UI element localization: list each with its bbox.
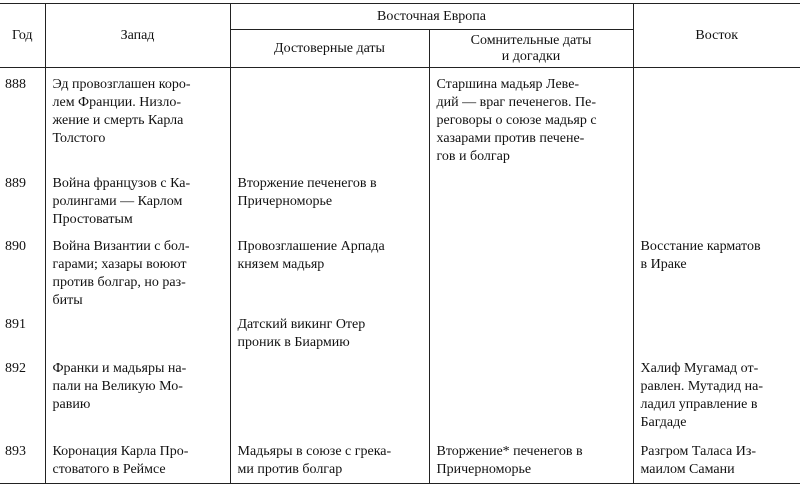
- west-cell: Франки и мадьяры на- пали на Великую Мо- равию: [45, 354, 230, 437]
- year-cell: 889: [0, 169, 45, 232]
- header-row-top: [0, 4, 800, 30]
- east-cell: Восстание карматов в Ираке: [633, 232, 800, 310]
- dubious-cell: [429, 232, 633, 310]
- west-cell: [45, 310, 230, 354]
- year-cell: 893: [0, 437, 45, 484]
- year-cell: 890: [0, 232, 45, 310]
- reliable-cell: [230, 354, 429, 437]
- dubious-cell: [429, 354, 633, 437]
- year-cell: 888: [0, 68, 45, 170]
- chronology-table: [0, 3, 800, 484]
- west-cell: Война французов с Ка- ролингами — Карлом Простоватым: [45, 169, 230, 232]
- table-row: [0, 169, 800, 232]
- table-row: [0, 68, 800, 170]
- header-dubious-dates: Сомнительные даты и догадки: [429, 30, 633, 68]
- dubious-cell: Старшина мадьяр Леве- дий — враг печенегов. Пе- реговоры о союзе мадьяр с хазарами против печене- гов и болгар: [429, 68, 633, 170]
- reliable-cell: Провозглашение Арпада князем мадьяр: [230, 232, 429, 310]
- table-header: [0, 4, 800, 68]
- table-body: [0, 68, 800, 484]
- east-cell: Разгром Таласа Из- маилом Самани: [633, 437, 800, 484]
- header-eastern-europe: Восточная Европа: [230, 4, 633, 30]
- table-row: [0, 310, 800, 354]
- year-cell: 891: [0, 310, 45, 354]
- dubious-cell: Вторжение* печенегов в Причерноморье: [429, 437, 633, 484]
- west-cell: Война Византии с бол- гарами; хазары воюют против болгар, но раз- биты: [45, 232, 230, 310]
- dubious-cell: [429, 169, 633, 232]
- east-cell: [633, 169, 800, 232]
- east-cell: Халиф Мугамад от- равлен. Мутадид на- ладил управление в Багдаде: [633, 354, 800, 437]
- header-east: Восток: [633, 4, 800, 68]
- dubious-cell: [429, 310, 633, 354]
- reliable-cell: Вторжение печенегов в Причерноморье: [230, 169, 429, 232]
- header-reliable-dates: Достоверные даты: [230, 30, 429, 68]
- table-row: [0, 354, 800, 437]
- header-west: Запад: [45, 4, 230, 68]
- east-cell: [633, 68, 800, 170]
- year-cell: 892: [0, 354, 45, 437]
- east-cell: [633, 310, 800, 354]
- table-row: [0, 437, 800, 484]
- reliable-cell: Мадьяры в союзе с грека- ми против болгар: [230, 437, 429, 484]
- reliable-cell: [230, 68, 429, 170]
- west-cell: Коронация Карла Про- стоватого в Реймсе: [45, 437, 230, 484]
- west-cell: Эд провозглашен коро- лем Франции. Низло- жение и смерть Карла Толстого: [45, 68, 230, 170]
- table-row: [0, 232, 800, 310]
- header-year: Год: [0, 4, 45, 68]
- reliable-cell: Датский викинг Отер проник в Биармию: [230, 310, 429, 354]
